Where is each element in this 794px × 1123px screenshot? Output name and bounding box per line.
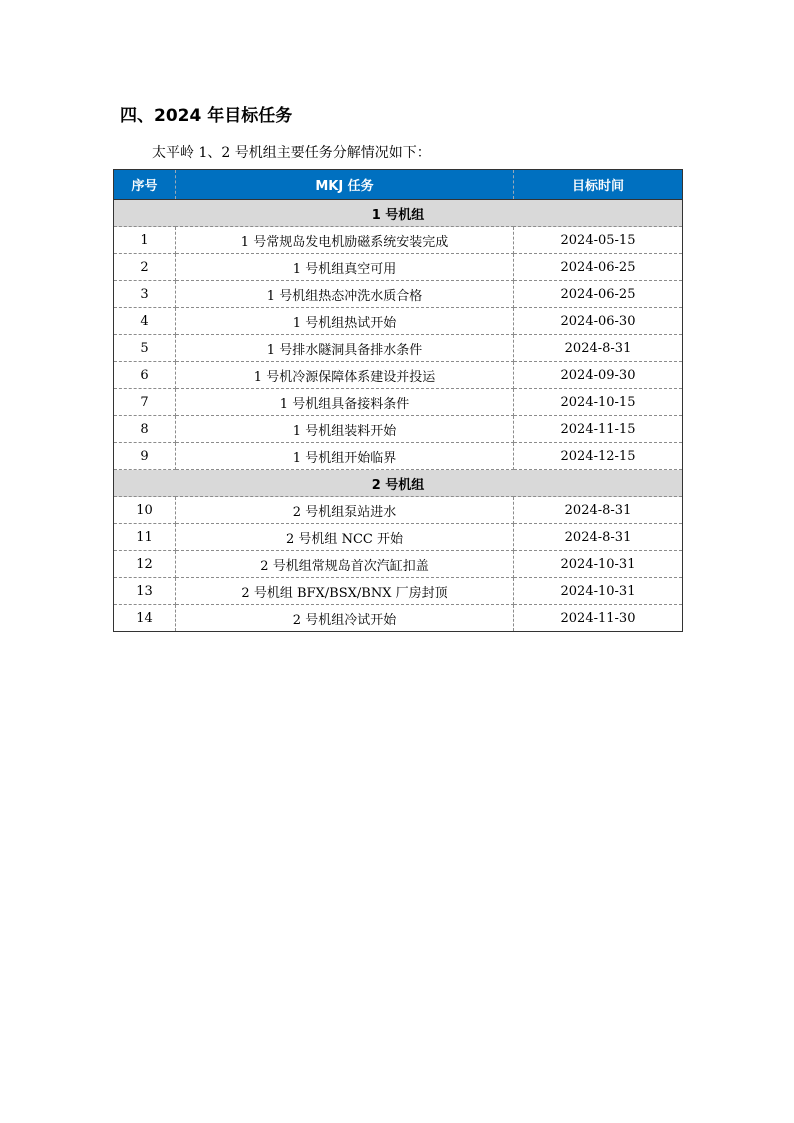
cell-date: 2024-8-31 <box>514 335 683 362</box>
cell-task: 1 号机组热试开始 <box>176 308 514 335</box>
cell-task: 1 号机冷源保障体系建设并投运 <box>176 362 514 389</box>
column-header-date: 目标时间 <box>514 170 683 200</box>
table-row <box>114 281 683 308</box>
table-row <box>114 443 683 470</box>
cell-task: 1 号机组真空可用 <box>176 254 514 281</box>
cell-no: 5 <box>114 335 176 362</box>
group-title: 2 号机组 <box>114 470 683 497</box>
cell-no: 12 <box>114 551 176 578</box>
cell-no: 13 <box>114 578 176 605</box>
cell-no: 9 <box>114 443 176 470</box>
cell-date: 2024-11-15 <box>514 416 683 443</box>
cell-date: 2024-10-31 <box>514 578 683 605</box>
cell-task: 1 号机组开始临界 <box>176 443 514 470</box>
table-row <box>114 497 683 524</box>
cell-no: 4 <box>114 308 176 335</box>
cell-date: 2024-12-15 <box>514 443 683 470</box>
cell-task: 2 号机组 NCC 开始 <box>176 524 514 551</box>
group-row <box>114 470 683 497</box>
cell-no: 11 <box>114 524 176 551</box>
table-row <box>114 335 683 362</box>
cell-task: 1 号机组热态冲洗水质合格 <box>176 281 514 308</box>
cell-task: 2 号机组泵站进水 <box>176 497 514 524</box>
table-row <box>114 578 683 605</box>
column-header-task: MKJ 任务 <box>176 170 514 200</box>
table-row <box>114 227 683 254</box>
section-heading: 四、2024 年目标任务 <box>120 106 293 126</box>
cell-no: 2 <box>114 254 176 281</box>
cell-date: 2024-09-30 <box>514 362 683 389</box>
cell-date: 2024-8-31 <box>514 497 683 524</box>
cell-task: 2 号机组常规岛首次汽缸扣盖 <box>176 551 514 578</box>
cell-date: 2024-06-30 <box>514 308 683 335</box>
group-row <box>114 200 683 227</box>
cell-task: 1 号机组装料开始 <box>176 416 514 443</box>
group-title: 1 号机组 <box>114 200 683 227</box>
table-row <box>114 254 683 281</box>
table-body <box>114 200 683 632</box>
cell-no: 10 <box>114 497 176 524</box>
table-row <box>114 605 683 632</box>
cell-task: 1 号机组具备接料条件 <box>176 389 514 416</box>
table-header <box>114 170 683 200</box>
cell-task: 1 号排水隧洞具备排水条件 <box>176 335 514 362</box>
cell-date: 2024-8-31 <box>514 524 683 551</box>
intro-paragraph: 太平岭 1、2 号机组主要任务分解情况如下： <box>152 145 431 161</box>
table-row <box>114 524 683 551</box>
cell-no: 7 <box>114 389 176 416</box>
cell-date: 2024-06-25 <box>514 281 683 308</box>
cell-date: 2024-06-25 <box>514 254 683 281</box>
cell-no: 14 <box>114 605 176 632</box>
cell-date: 2024-11-30 <box>514 605 683 632</box>
cell-no: 8 <box>114 416 176 443</box>
cell-no: 3 <box>114 281 176 308</box>
cell-no: 6 <box>114 362 176 389</box>
cell-task: 1 号常规岛发电机励磁系统安装完成 <box>176 227 514 254</box>
cell-date: 2024-10-31 <box>514 551 683 578</box>
column-header-no: 序号 <box>114 170 176 200</box>
cell-date: 2024-10-15 <box>514 389 683 416</box>
table-row <box>114 362 683 389</box>
table-row <box>114 416 683 443</box>
table-row <box>114 551 683 578</box>
header-row <box>114 170 683 200</box>
cell-task: 2 号机组冷试开始 <box>176 605 514 632</box>
task-table <box>113 169 683 632</box>
table-row <box>114 389 683 416</box>
cell-task: 2 号机组 BFX/BSX/BNX 厂房封顶 <box>176 578 514 605</box>
cell-no: 1 <box>114 227 176 254</box>
cell-date: 2024-05-15 <box>514 227 683 254</box>
table-row <box>114 308 683 335</box>
